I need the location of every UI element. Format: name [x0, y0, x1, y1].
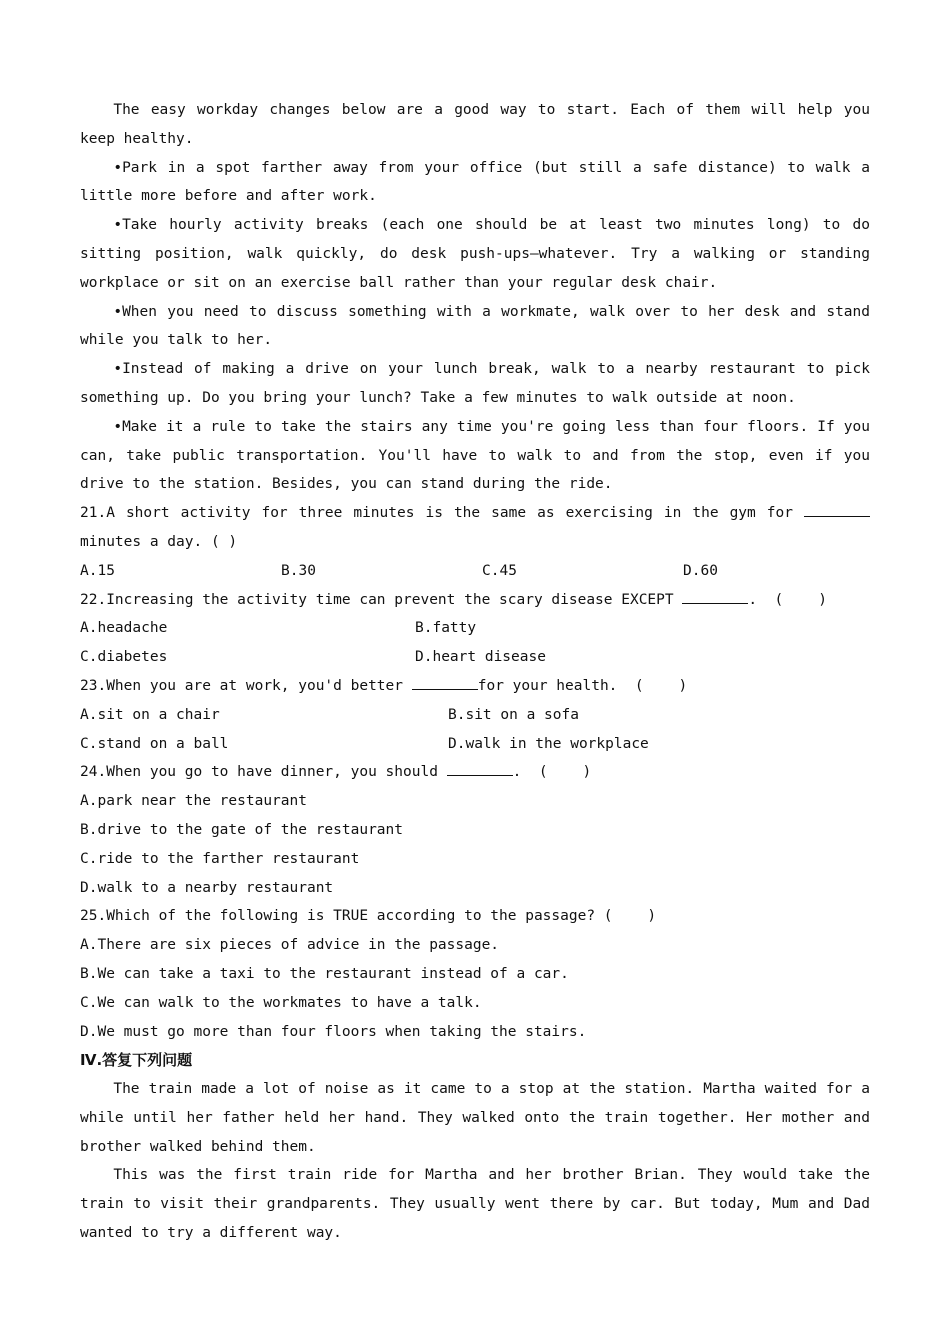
- q22-options-row2: [80, 643, 870, 672]
- passage-intro: The easy workday changes below are a good way to start. Each of them will help you keep healthy.: [80, 102, 870, 147]
- q22-option-d: D.heart disease: [415, 649, 546, 666]
- question-25: 25.Which of the following is TRUE according to the passage? ( ): [80, 908, 657, 925]
- q24-blank: [447, 761, 513, 776]
- q24-option-b: B.drive to the gate of the restaurant: [80, 821, 404, 838]
- question-21: [80, 499, 870, 557]
- question-23: [80, 672, 870, 701]
- tip-2: •Take hourly activity breaks (each one should be at least two minutes long) to do sitting position, walk quickly, do desk push-ups—whatever. Try a walking or standing workplace or sit on an exercise ball rather than your regular desk chair.: [80, 217, 870, 291]
- q23-stem-b: for your health. ( ): [477, 677, 688, 694]
- q23-options-row2: [80, 730, 870, 759]
- q25-option-d: D.We must go more than four floors when taking the stairs.: [80, 1023, 587, 1040]
- q22-option-c: C.diabetes: [80, 649, 168, 666]
- q23-option-b: B.sit on a sofa: [448, 706, 579, 723]
- q25-option-b: B.We can take a taxi to the restaurant instead of a car.: [80, 965, 569, 982]
- question-22: [80, 586, 870, 615]
- q21-option-d: D.60: [683, 562, 718, 579]
- tip-4: •Instead of making a drive on your lunch break, walk to a nearby restaurant to pick something up. Do you bring your lunch? Take a few minutes to walk outside at noon.: [80, 361, 870, 406]
- q21-stem-a: 21.A short activity for three minutes is the same as exercising in the gym for: [80, 505, 804, 522]
- q24-option-c: C.ride to the farther restaurant: [80, 850, 360, 867]
- q22-option-a: A.headache: [80, 620, 168, 637]
- tip-1: •Park in a spot farther away from your office (but still a safe distance) to walk a little more before and after work.: [80, 159, 870, 205]
- q22-stem-b: . ( ): [748, 591, 827, 608]
- q24-option-d: D.walk to a nearby restaurant: [80, 879, 334, 896]
- q22-option-b: B.fatty: [415, 620, 477, 637]
- q23-option-a: A.sit on a chair: [80, 706, 220, 723]
- q22-options-row1: [80, 614, 870, 643]
- q23-stem-a: 23.When you are at work, you'd better: [80, 677, 412, 694]
- q23-options-row1: [80, 701, 870, 730]
- q21-options: [80, 557, 870, 586]
- q21-blank: [804, 502, 870, 517]
- q21-option-a: A.15: [80, 562, 115, 579]
- q22-blank: [682, 589, 748, 604]
- document-content: [80, 96, 870, 1248]
- q24-stem-b: . ( ): [512, 764, 592, 781]
- tip-3: •When you need to discuss something with a workmate, walk over to her desk and stand while you talk to her.: [80, 303, 870, 349]
- section-heading: Ⅳ.答复下列问题: [80, 1051, 193, 1070]
- q21-option-c: C.45: [482, 562, 517, 579]
- q24-stem-a: 24.When you go to have dinner, you should: [80, 764, 447, 781]
- passage2-paragraph-2: This was the first train ride for Martha and her brother Brian. They would take the train to visit their grandparents. They usually went there by car. But today, Mum and Dad wanted to try a different way.: [80, 1167, 870, 1242]
- question-24: [80, 758, 870, 787]
- q21-option-b: B.30: [281, 562, 316, 579]
- q23-option-c: C.stand on a ball: [80, 735, 229, 752]
- q24-option-a: A.park near the restaurant: [80, 793, 307, 810]
- passage2-paragraph-1: The train made a lot of noise as it came to a stop at the station. Martha waited for a while until her father held her hand. They walked onto the train together. Her mother and brother walked behind them.: [80, 1081, 870, 1155]
- q22-stem-a: 22.Increasing the activity time can prevent the scary disease EXCEPT: [80, 591, 683, 608]
- tip-5: •Make it a rule to take the stairs any time you're going less than four floors. If you can, take public transportation. You'll have to walk to and from the stop, even if you drive to the station. Besides, you can stand during the ride.: [80, 418, 870, 493]
- q21-stem-b: minutes a day. ( ): [80, 533, 238, 550]
- q23-option-d: D.walk in the workplace: [448, 735, 649, 752]
- q23-blank: [412, 675, 478, 690]
- q25-option-c: C.We can walk to the workmates to have a talk.: [80, 994, 482, 1011]
- q25-option-a: A.There are six pieces of advice in the passage.: [80, 937, 500, 954]
